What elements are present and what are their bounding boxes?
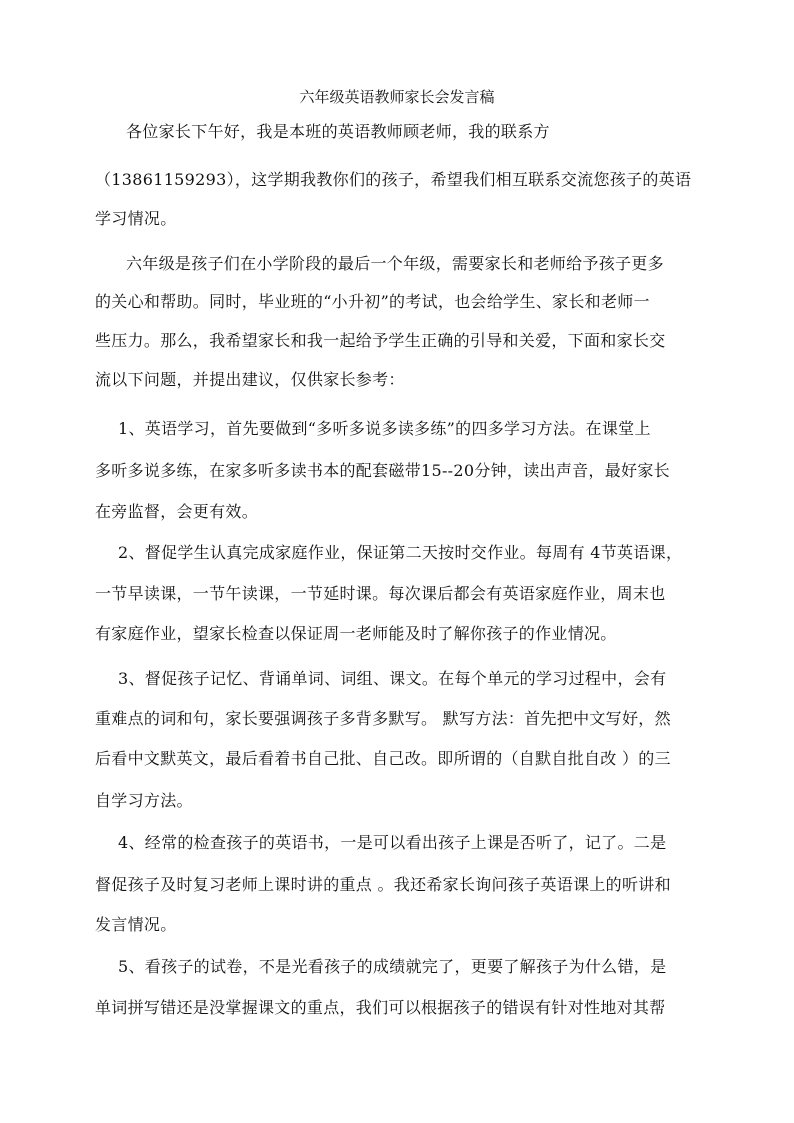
paragraph-line: 流以下问题，并提出建议，仅供家长参考： — [95, 370, 405, 389]
document-title: 六年级英语教师家长会发言稿 — [299, 88, 495, 106]
paragraph-line: 5、看孩子的试卷，不是光看孩子的成绩就完了，更要了解孩子为什么错，是 — [118, 957, 667, 976]
paragraph-line: 发言情况。 — [95, 915, 177, 934]
paragraph-line: 些压力。那么，我希望家长和我一起给予学生正确的引导和关爱，下面和家长交 — [95, 331, 666, 350]
paragraph-line: 督促孩子及时复习老师上课时讲的重点 。我还希家长询问孩子英语课上的听讲和 — [95, 875, 671, 894]
paragraph-line: （13861159293），这学期我教你们的孩子，希望我们相互联系交流您孩子的英语 — [95, 170, 692, 189]
paragraph-line: 4、经常的检查孩子的英语书，一是可以看出孩子上课是否听了，记了。二是 — [118, 833, 667, 852]
paragraph-line: 有家庭作业，望家长检查以保证周一老师能及时了解你孩子的作业情况。 — [95, 624, 617, 643]
paragraph-line: 在旁监督，会更有效。 — [95, 502, 259, 521]
paragraph-line: 的关心和帮助。同时，毕业班的“小升初”的考试，也会给学生、家长和老师一 — [95, 292, 650, 311]
paragraph-line: 2、督促学生认真完成家庭作业，保证第二天按时交作业。每周有 4节英语课， — [118, 543, 683, 562]
paragraph-line: 六年级是孩子们在小学阶段的最后一个年级，需要家长和老师给予孩子更多 — [126, 254, 664, 273]
paragraph-line: 后看中文默英文，最后看着书自己批、自己改。即所谓的（自默自批自改 ）的三 — [95, 749, 671, 768]
paragraph-line: 3、督促孩子记忆、背诵单词、词组、课文。在每个单元的学习过程中，会有 — [118, 669, 667, 688]
paragraph-line: 自学习方法。 — [95, 791, 193, 810]
paragraph-line: 一节早读课，一节午读课，一节延时课。每次课后都会有英语家庭作业，周末也 — [95, 584, 666, 603]
paragraph-line: 学习情况。 — [95, 209, 177, 228]
paragraph-line: 重难点的词和句，家长要强调孩子多背多默写。 默写方法：首先把中文写好，然 — [95, 709, 671, 728]
paragraph-line: 多听多说多练，在家多听多读书本的配套磁带15--20分钟，读出声音，最好家长 — [95, 461, 670, 480]
paragraph-line: 各位家长下午好，我是本班的英语教师顾老师，我的联系方 — [126, 122, 550, 141]
paragraph-line: 单词拼写错还是没掌握课文的重点，我们可以根据孩子的错误有针对性地对其帮 — [95, 998, 666, 1017]
paragraph-line: 1、英语学习，首先要做到“多听多说多读多练”的四多学习方法。在课堂上 — [118, 419, 651, 438]
